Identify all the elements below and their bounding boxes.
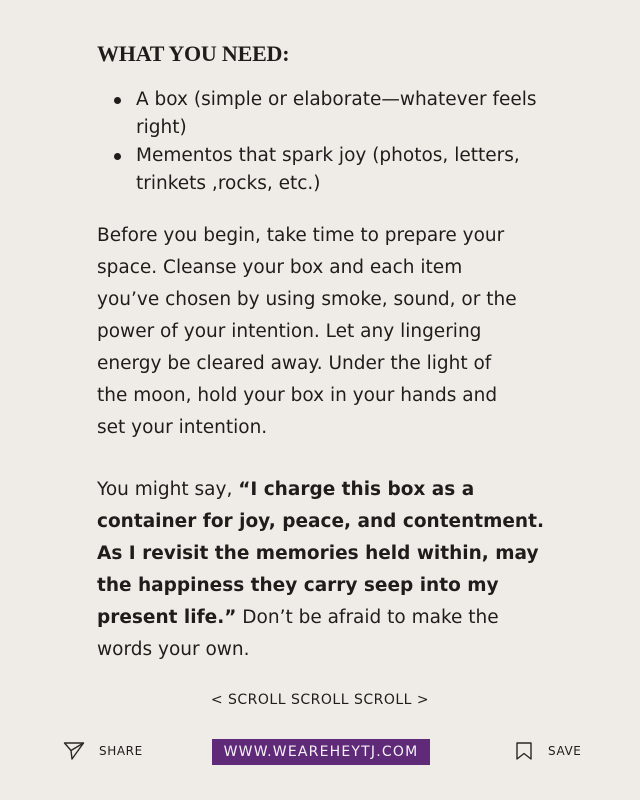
website-link[interactable]: WWW.WEAREHEYTJ.COM [212, 739, 430, 765]
paragraph-line: words your own. [97, 639, 250, 660]
quote-text: present life.” [97, 607, 237, 628]
quote-text: “I charge this box as a [238, 479, 475, 500]
quote-text: As I revisit the memories held within, may [97, 543, 539, 564]
quote-text: the happiness they carry seep into my [97, 575, 499, 596]
share-button[interactable] [63, 741, 143, 761]
paragraph-line: the moon, hold your box in your hands and [97, 385, 498, 406]
save-button[interactable] [515, 741, 581, 761]
list-item [114, 142, 584, 198]
paragraph-line-prefix: You might say, [97, 479, 239, 500]
footer-bar [0, 734, 640, 768]
paragraph-line-rest: Don’t be afraid to make the [236, 607, 499, 628]
quote-text: container for joy, peace, and contentment. [97, 511, 544, 532]
bullet-dot [114, 153, 121, 160]
list-item-line: right) [136, 117, 187, 138]
intention-paragraph [97, 474, 567, 666]
list-item [114, 86, 584, 142]
needs-list [114, 86, 584, 198]
bullet-dot [114, 97, 121, 104]
list-item-line: A box (simple or elaborate—whatever feels [136, 89, 537, 110]
list-item-line: trinkets ,rocks, etc.) [136, 173, 321, 194]
paragraph-line: space. Cleanse your box and each item [97, 257, 463, 278]
scroll-hint: < SCROLL SCROLL SCROLL > [210, 692, 430, 708]
paragraph-line: power of your intention. Let any lingering [97, 321, 482, 342]
paragraph-line: you’ve chosen by using smoke, sound, or the [97, 289, 517, 310]
paragraph-line: set your intention. [97, 417, 268, 438]
section-heading: WHAT YOU NEED: [97, 41, 290, 66]
instructions-paragraph [97, 220, 567, 444]
list-item-line: Mementos that spark joy (photos, letters, [136, 145, 520, 166]
send-icon [63, 741, 85, 761]
bookmark-icon [515, 741, 533, 761]
paragraph-line: Before you begin, take time to prepare your [97, 225, 505, 246]
save-label: SAVE [548, 744, 582, 758]
share-label: SHARE [99, 744, 143, 758]
paragraph-line: energy be cleared away. Under the light of [97, 353, 492, 374]
